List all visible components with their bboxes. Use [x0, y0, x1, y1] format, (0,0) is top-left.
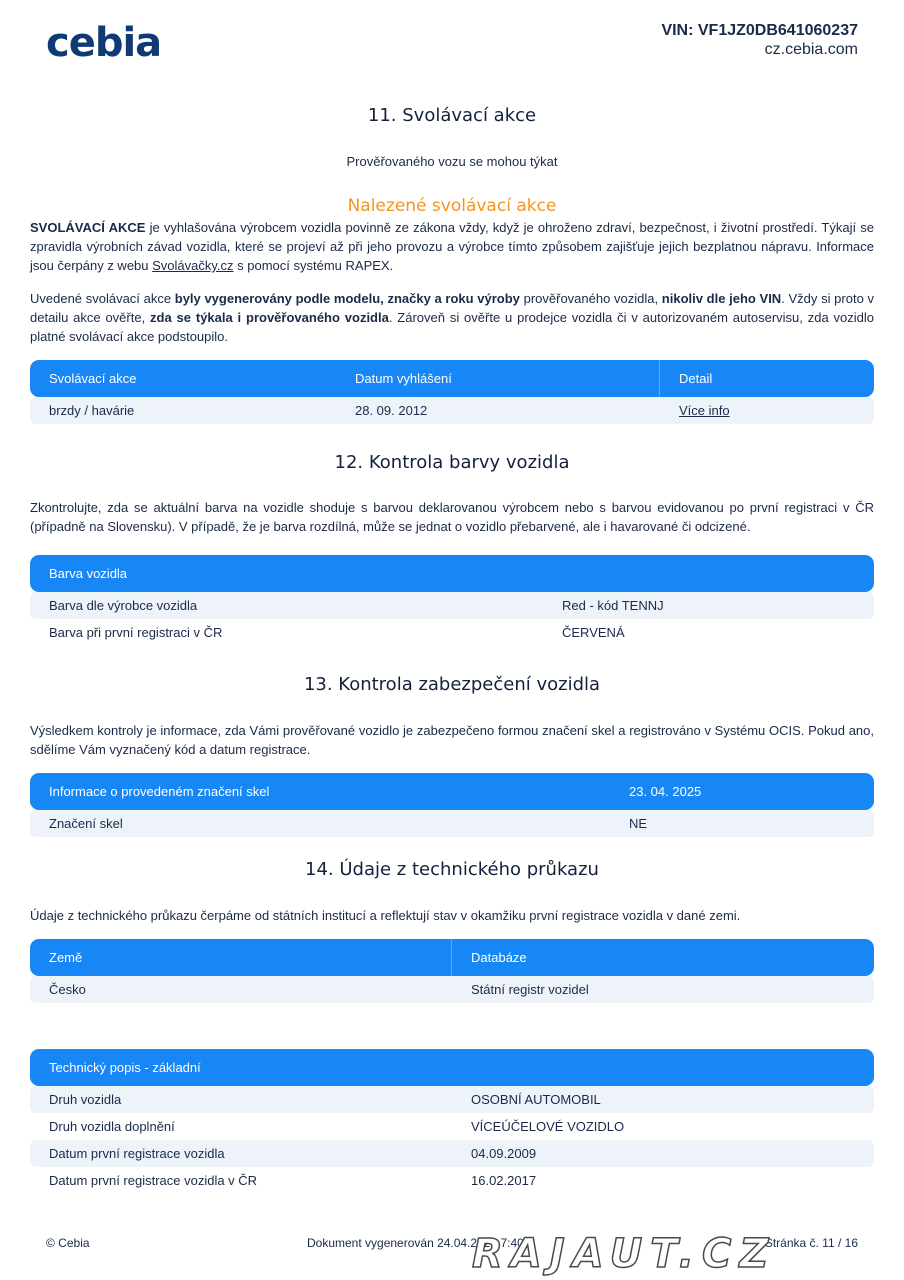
- tech-description-table: [30, 1049, 874, 1194]
- tech-card-description: Údaje z technického průkazu čerpáme od státních institucí a reflektují stav v okamžiku první registrace vozidla v dané zemi.: [30, 908, 741, 923]
- row-country: Česko: [49, 982, 86, 997]
- table-row: [30, 976, 874, 1003]
- table-row: [30, 592, 874, 619]
- row-label: Barva dle výrobce vozidla: [49, 598, 198, 613]
- color-table: [30, 555, 874, 646]
- recall-table-header: [30, 360, 874, 397]
- color-check-description: Zkontrolujte, zda se aktuální barva na vozidle shoduje s barvou deklarovanou výrobcem nebo s barvou evidovanou po první registraci v ČR (případně na Slovensku). V případě, že je barva rozdílná, může se jednat o vozidlo přebarvené, ale i havarované či odcizené.: [30, 500, 874, 534]
- row-value: OSOBNÍ AUTOMOBIL: [471, 1092, 601, 1107]
- table-row: [30, 1140, 874, 1167]
- watermark: RAJAUT.CZ: [472, 1231, 777, 1277]
- row-value: Red - kód TENNJ: [562, 598, 664, 613]
- recall-text-2: s pomocí systému RAPEX.: [233, 258, 394, 273]
- svolavacky-link[interactable]: Svolávačky.cz: [152, 258, 234, 273]
- row-label: Barva při první registraci v ČR: [49, 625, 223, 640]
- note-text-3: . Vždy si proto v detailu akce ověřte,: [30, 291, 874, 325]
- row-value: 04.09.2009: [471, 1146, 537, 1161]
- footer-copyright: © Cebia: [46, 1236, 90, 1250]
- col-color: Barva vozidla: [49, 566, 128, 581]
- section-11-subtitle: Prověřovaného vozu se mohou týkat: [346, 154, 558, 169]
- section-11-title: 11. Svolávací akce: [367, 105, 537, 126]
- table-row: [30, 1113, 874, 1140]
- col-country: Země: [49, 950, 83, 965]
- recall-name: brzdy / havárie: [49, 403, 135, 418]
- found-recalls-title: Nalezené svolávací akce: [347, 196, 557, 216]
- row-label: Značení skel: [49, 816, 123, 831]
- note-bold-2: nikoliv dle jeho VIN: [661, 291, 782, 306]
- recall-note: [30, 289, 874, 346]
- cebia-logo: cebia: [46, 20, 162, 66]
- recall-table: [30, 360, 874, 424]
- vin-block: [661, 22, 858, 59]
- row-value: 16.02.2017: [471, 1173, 537, 1188]
- row-label: Datum první registrace vozidla: [49, 1146, 225, 1161]
- section-12-title: 12. Kontrola barvy vozidla: [334, 452, 570, 473]
- col-date: Datum vyhlášení: [355, 371, 452, 386]
- table-row: [30, 810, 874, 837]
- col-marking-info: Informace o provedeném značení skel: [49, 784, 270, 799]
- tech-description-header: [30, 1049, 874, 1086]
- table-row: [30, 1086, 874, 1113]
- country-table-header: [30, 939, 874, 976]
- recall-term: SVOLÁVACÍ AKCE: [30, 220, 146, 235]
- note-text-2: prověřovaného vozidla,: [519, 291, 662, 306]
- table-row: [30, 1167, 874, 1194]
- col-marking-date: 23. 04. 2025: [629, 784, 702, 799]
- row-database: Státní registr vozidel: [471, 982, 589, 997]
- recall-text-1: je vyhlašována výrobcem vozidla povinně ze zákona vždy, když je ohroženo zdraví, bezpečnost, i životní prostředí. Týkají se zpravidla výrobních závad vozidla, které se projeví až při jeho provozu a výrobce tímto způsobem zajišťuje jejich bezplatnou nápravu. Informace jsou čerpány z webu: [30, 220, 874, 273]
- country-table: [30, 939, 874, 1003]
- footer-page-number: Stránka č. 11 / 16: [764, 1236, 858, 1250]
- note-bold-1: byly vygenerovány podle modelu, značky a roku výroby: [174, 291, 520, 306]
- more-info-link[interactable]: Více info: [679, 403, 730, 418]
- column-divider: [451, 939, 452, 976]
- recall-description: [30, 218, 874, 275]
- color-table-header: [30, 555, 874, 592]
- section-14-title: 14. Údaje z technického průkazu: [305, 859, 599, 880]
- col-recall: Svolávací akce: [49, 371, 137, 386]
- section-13-title: 13. Kontrola zabezpečení vozidla: [303, 674, 601, 695]
- row-label: Datum první registrace vozidla v ČR: [49, 1173, 258, 1188]
- note-text-4: . Zároveň si ověřte u prodejce vozidla či v autorizovaném autoservisu, zda vozidlo platné svolávací akce podstoupilo.: [30, 310, 874, 344]
- col-detail: Detail: [679, 371, 713, 386]
- row-value: NE: [629, 816, 648, 831]
- note-text-1: Uvedené svolávací akce: [30, 291, 175, 306]
- row-value: ČERVENÁ: [562, 625, 625, 640]
- row-label: Druh vozidla: [49, 1092, 122, 1107]
- column-divider: [659, 360, 660, 397]
- site-domain: cz.cebia.com: [764, 41, 858, 58]
- vin-number: VIN: VF1JZ0DB641060237: [661, 22, 858, 39]
- security-check-description: Výsledkem kontroly je informace, zda Vámi prověřované vozidlo je zabezpečeno formou značení skel a registrováno v Systému OCIS. Pokud ano, sdělíme Vám vyznačený kód a datum registrace.: [30, 723, 874, 757]
- col-tech-description: Technický popis - základní: [49, 1060, 201, 1075]
- note-bold-3: zda se týkala i prověřovaného vozidla: [150, 310, 389, 325]
- security-table-header: [30, 773, 874, 810]
- security-table: [30, 773, 874, 837]
- table-row: [30, 397, 874, 424]
- row-label: Druh vozidla doplnění: [49, 1119, 175, 1134]
- row-value: VÍCEÚČELOVÉ VOZIDLO: [471, 1119, 625, 1134]
- table-row: [30, 619, 874, 646]
- footer-generated: Dokument vygenerován 24.04.2025 7:40: [307, 1236, 524, 1250]
- recall-date: 28. 09. 2012: [355, 403, 428, 418]
- col-database: Databáze: [471, 950, 527, 965]
